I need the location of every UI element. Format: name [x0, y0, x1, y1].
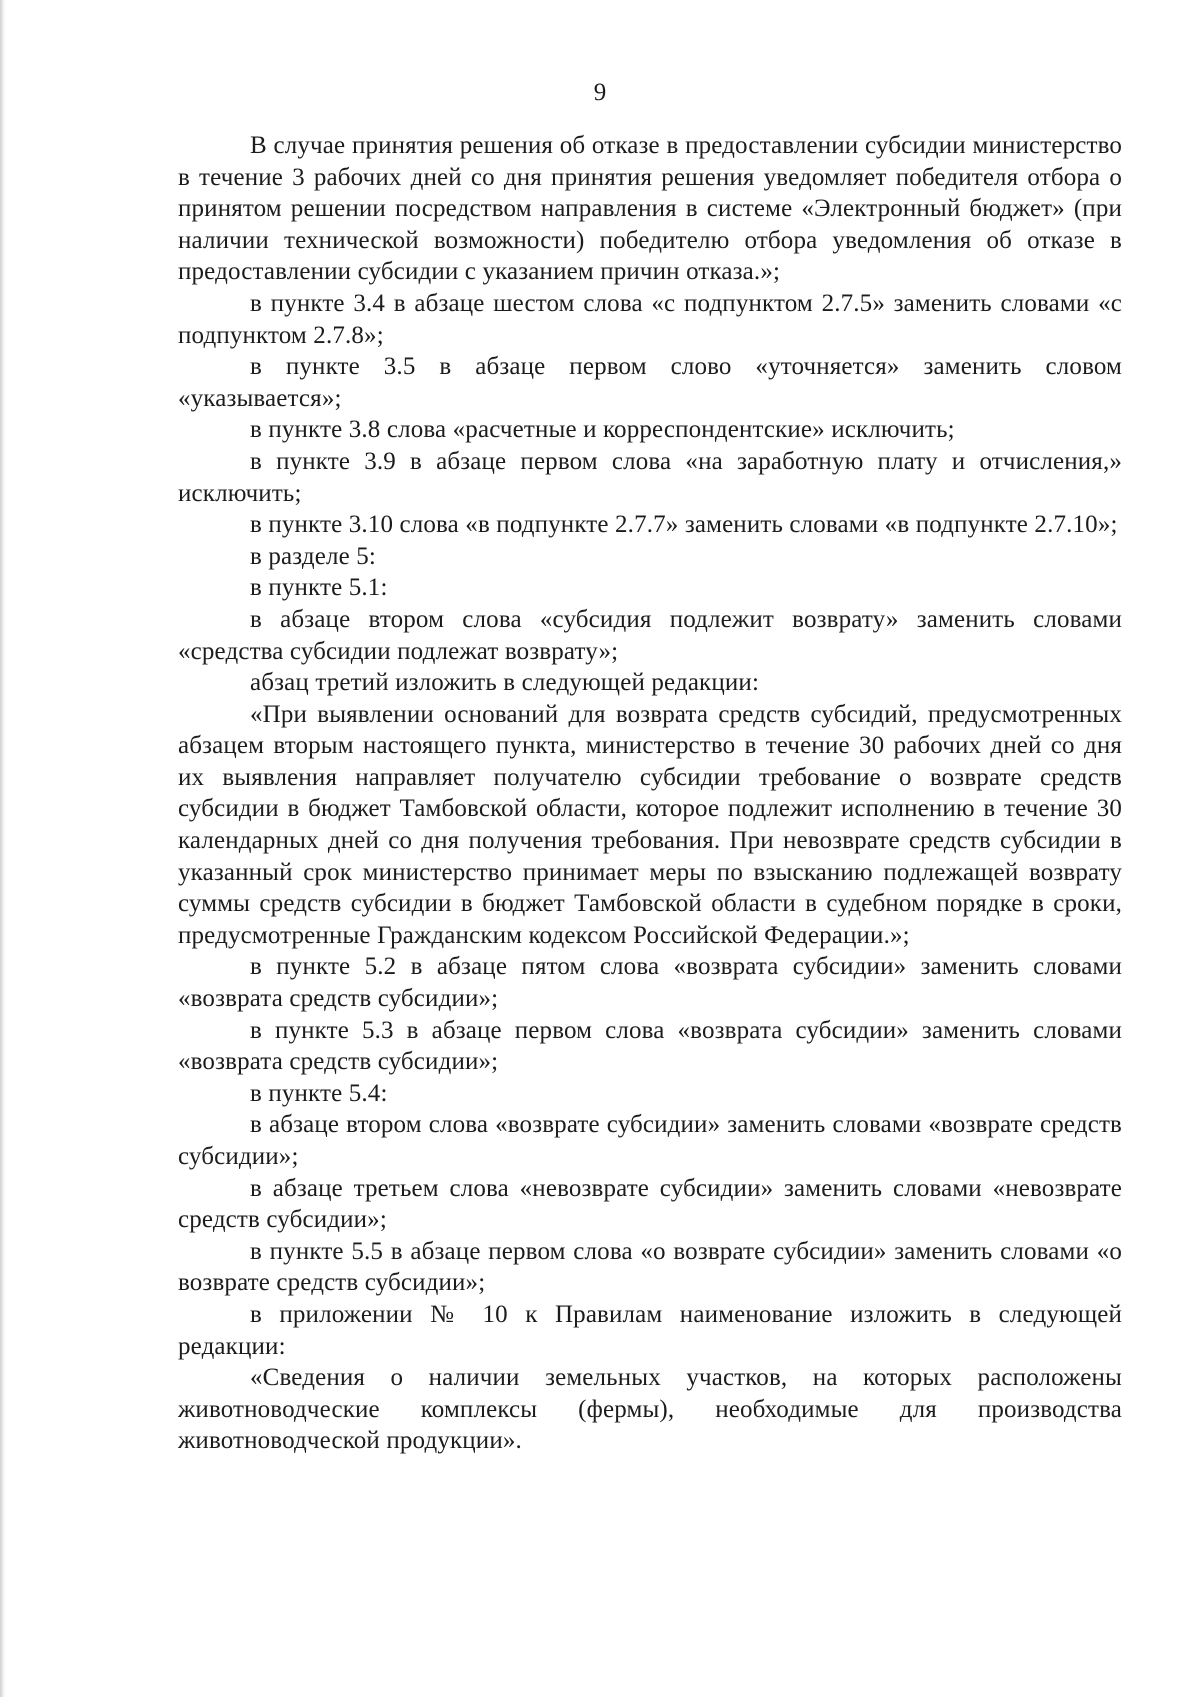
paragraph-item-5-5: в пункте 5.5 в абзаце первом слова «о возврате субсидии» заменить словами «о возврате средств субсидии»;: [178, 1237, 1122, 1297]
paragraph-item-5-1: в пункте 5.1:: [250, 574, 388, 602]
paragraph-item-5-4-third: в абзаце третьем слова «невозврате субсидии» заменить словами «невозврате средств субсидии»;: [178, 1174, 1122, 1234]
document-body: [178, 130, 1122, 1457]
paragraph-item-5-1-third-intro: абзац третий изложить в следующей редакции:: [250, 669, 760, 697]
paragraph-item-3-8: в пункте 3.8 слова «расчетные и корреспондентские» исключить;: [250, 416, 955, 444]
paragraph-item-5-1-second: в абзаце втором слова «субсидия подлежит возврату» заменить словами «средства субсидии подлежат возврату»;: [178, 605, 1122, 665]
paragraph-appendix-10: в приложении № 10 к Правилам наименование изложить в следующей редакции:: [178, 1300, 1122, 1360]
paragraph-item-5-3: в пункте 5.3 в абзаце первом слова «возврата субсидии» заменить словами «возврата средств субсидии»;: [178, 1016, 1122, 1076]
paragraph-item-5-1-third-text: «При выявлении оснований для возврата средств субсидий, предусмотренных абзацем вторым настоящего пункта, министерство в течение 30 рабочих дней со дня их выявления направляет получателю субсидии требование о возврате средств субсидии в бюджет Тамбовской области, которое подлежит исполнению в течение 30 календарных дней со дня получения требования. При невозврате средств субсидии в указанный срок министерство принимает меры по взысканию подлежащей возврату суммы средств субсидии в бюджет Тамбовской области в судебном порядке в сроки, предусмотренные Гражданским кодексом Российской Федерации.»;: [178, 700, 1122, 949]
page-number: 9: [593, 79, 607, 106]
paragraph-refusal-notice: В случае принятия решения об отказе в предоставлении субсидии министерство в течение 3 рабочих дней со дня принятия решения уведомляет победителя отбора о принятом решении посредством направления в системе «Электронный бюджет» (при наличии технической возможности) победителю отбора уведомления об отказе в предоставлении субсидии с указанием причин отказа.»;: [178, 132, 1122, 286]
paragraph-appendix-10-title: «Сведения о наличии земельных участков, на которых расположены животноводческие комплексы (фермы), необходимые для производства животноводческой продукции».: [178, 1364, 1122, 1455]
paragraph-item-3-5: в пункте 3.5 в абзаце первом слово «уточняется» заменить словом «указывается»;: [178, 353, 1122, 412]
paragraph-item-5-2: в пункте 5.2 в абзаце пятом слова «возврата субсидии» заменить словами «возврата средств субсидии»;: [178, 953, 1122, 1013]
scan-left-edge: [0, 0, 6, 1697]
paragraph-item-3-9: в пункте 3.9 в абзаце первом слова «на заработную плату и отчисления,» исключить;: [178, 447, 1122, 507]
paragraph-section-5: в разделе 5:: [250, 542, 376, 570]
paragraph-item-5-4: в пункте 5.4:: [250, 1079, 388, 1107]
paragraph-item-3-10: в пункте 3.10 слова «в подпункте 2.7.7» заменить словами «в подпункте 2.7.10»;: [250, 511, 1118, 539]
paragraph-item-3-4: в пункте 3.4 в абзаце шестом слова «с подпунктом 2.7.5» заменить словами «с подпунктом 2.7.8»;: [178, 289, 1122, 349]
paragraph-item-5-4-second: в абзаце втором слова «возврате субсидии» заменить словами «возврате средств субсидии»;: [178, 1111, 1122, 1170]
